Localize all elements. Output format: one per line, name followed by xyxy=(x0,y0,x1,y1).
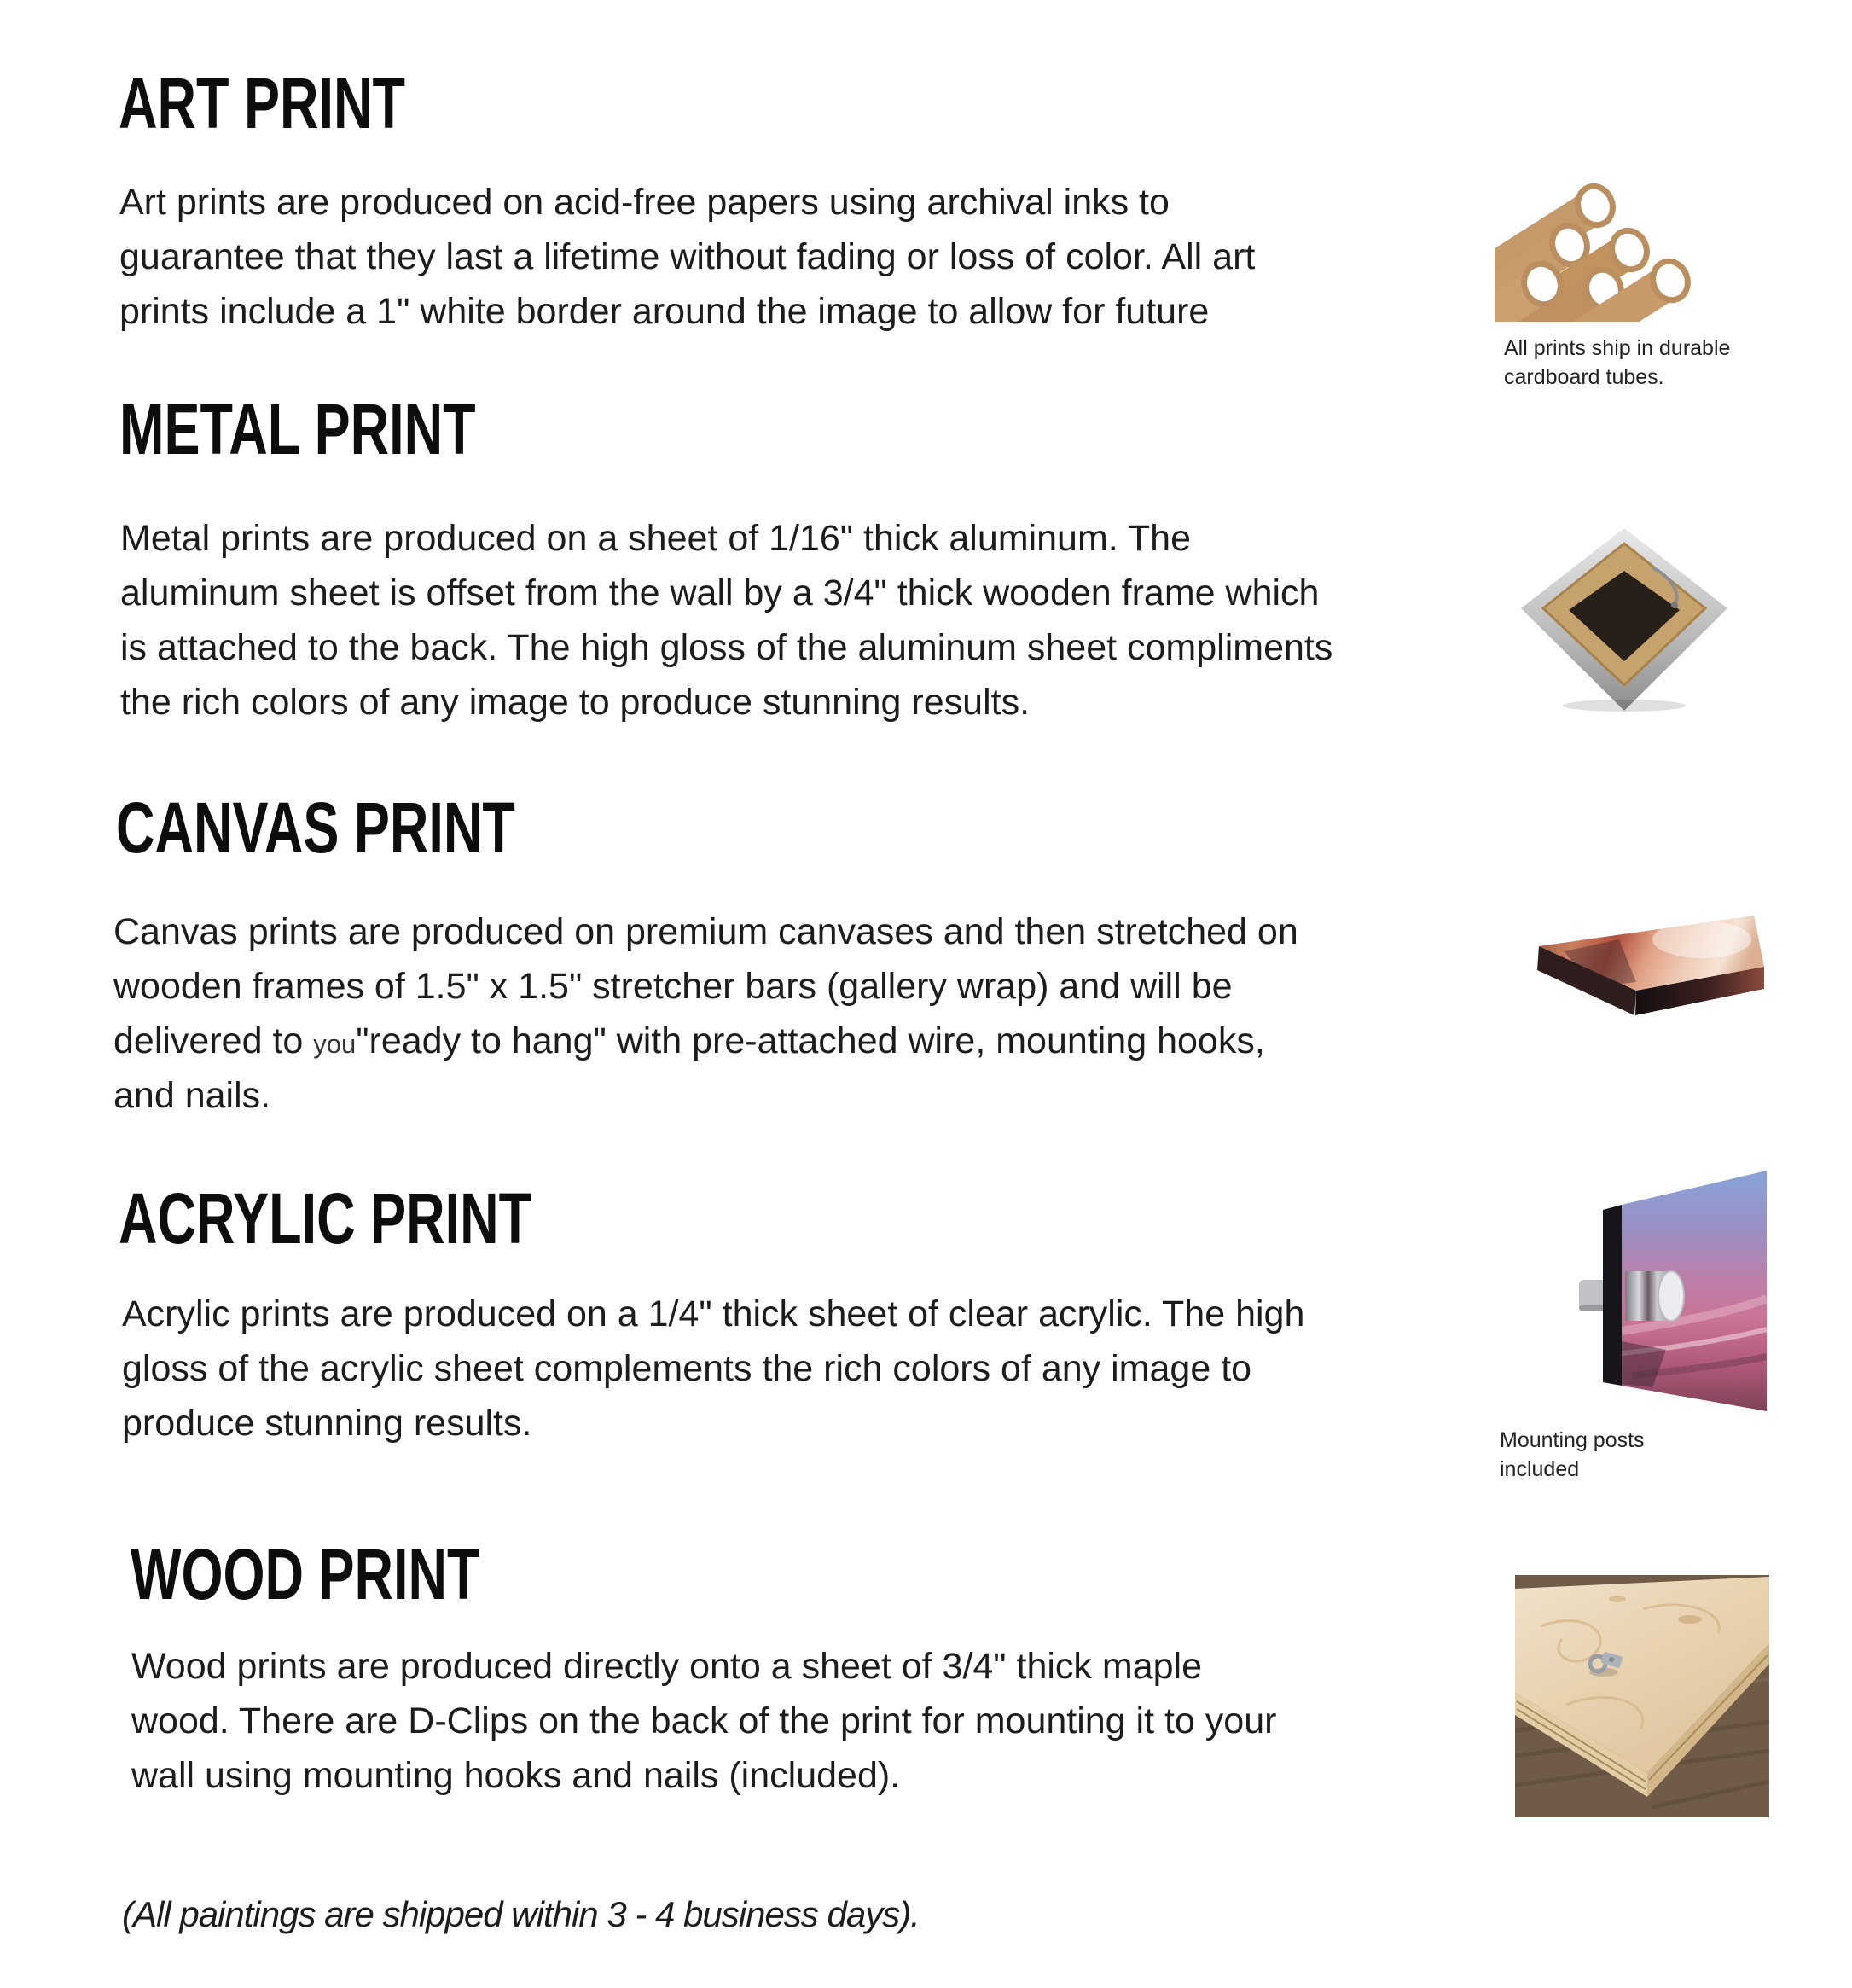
wood-print-paragraph xyxy=(131,1639,1276,1803)
paragraph-line: is attached to the back. The high gloss of the aluminum sheet compliments xyxy=(120,627,1333,668)
paragraph-line xyxy=(113,1014,1298,1068)
paragraph-line: Art prints are produced on acid-free papers using archival inks to xyxy=(119,182,1170,223)
line-text: "ready to hang" with pre-attached wire, mounting hooks, xyxy=(356,1020,1265,1061)
section-title-wood-print: WOOD PRINT xyxy=(131,1534,480,1614)
caption-line: Mounting posts xyxy=(1500,1428,1645,1452)
cardboard-tubes-image xyxy=(1495,175,1708,322)
tubes-caption xyxy=(1504,334,1730,392)
section-title-acrylic-print: ACRYLIC PRINT xyxy=(119,1178,532,1258)
section-title-art-print: ART PRINT xyxy=(119,63,405,143)
paragraph-line: produce stunning results. xyxy=(122,1403,532,1444)
canvas-print-corner-image xyxy=(1527,907,1771,1018)
caption-line: included xyxy=(1500,1457,1580,1481)
metal-print-paragraph xyxy=(120,511,1332,730)
paragraph-line: prints include a 1" white border around the image to allow for future xyxy=(119,291,1210,332)
paragraph-line: Wood prints are produced directly onto a sheet of 3/4" thick maple xyxy=(131,1646,1202,1687)
shipping-note: (All paintings are shipped within 3 - 4 business days). xyxy=(122,1894,920,1934)
acrylic-print-corner-image xyxy=(1530,1171,1767,1411)
section-title-canvas-print: CANVAS PRINT xyxy=(116,788,515,868)
wood-print-panel-image xyxy=(1515,1575,1769,1817)
acrylic-print-paragraph xyxy=(122,1287,1304,1450)
paragraph-line: and nails. xyxy=(113,1075,271,1116)
section-title-metal-print: METAL PRINT xyxy=(119,389,476,469)
paragraph-line: aluminum sheet is offset from the wall by a 3/4" thick wooden frame which xyxy=(120,573,1320,613)
paragraph-line: wall using mounting hooks and nails (included). xyxy=(131,1755,901,1796)
paragraph-line: gloss of the acrylic sheet complements the rich colors of any image to xyxy=(122,1348,1252,1389)
mounting-posts-caption xyxy=(1500,1426,1645,1484)
paragraph-line: guarantee that they last a lifetime without fading or loss of color. All art xyxy=(119,236,1256,277)
caption-line: cardboard tubes. xyxy=(1504,365,1664,389)
metal-print-back-image xyxy=(1512,518,1736,716)
paragraph-line: the rich colors of any image to produce stunning results. xyxy=(120,682,1031,723)
paragraph-line: wood. There are D-Clips on the back of the print for mounting it to your xyxy=(131,1700,1277,1741)
caption-line: All prints ship in durable xyxy=(1504,336,1731,360)
paragraph-line: Acrylic prints are produced on a 1/4" thick sheet of clear acrylic. The high xyxy=(122,1293,1305,1334)
art-print-paragraph xyxy=(119,175,1255,339)
paragraph-line: Metal prints are produced on a sheet of 1/16" thick aluminum. The xyxy=(120,518,1191,559)
paragraph-line: wooden frames of 1.5" x 1.5" stretcher bars (gallery wrap) and will be xyxy=(113,966,1233,1007)
line-text: delivered to xyxy=(113,1020,314,1061)
inline-small-text: you xyxy=(313,1029,357,1059)
paragraph-line: Canvas prints are produced on premium canvases and then stretched on xyxy=(113,911,1298,952)
canvas-print-paragraph xyxy=(113,904,1298,1123)
